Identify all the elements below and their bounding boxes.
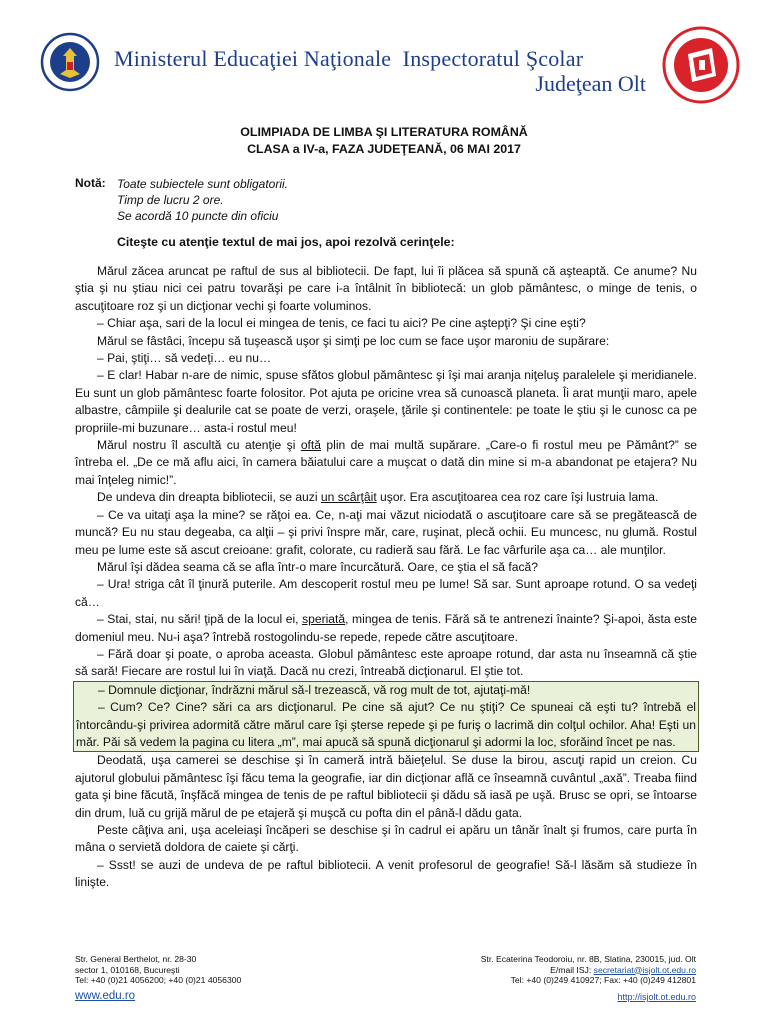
olympiad-title: OLIMPIADA DE LIMBA ŞI LITERATURA ROMÂNĂ (240, 125, 528, 139)
ministry-website-link[interactable]: www.edu.ro (75, 990, 136, 1002)
story-paragraph: – Fără doar şi poate, o aproba aceasta. Globul pământesc este aproape rotund, dar asta nu înseamnă că ştie să sară! Fiecare are rostul lui în viaţă. Dacă nu crezi, întreabă dicţionarul. El ştie tot. (75, 646, 697, 679)
story-paragraph: Deodată, uşa camerei se deschise şi în cameră intră băieţelul. Se duse la birou, ascuţi rapid un creion. Cu ajutorul globului pământesc îşi făcu tema la geografie, iar din dicţionar află ce înseamnă cuvântul „axă”. Treaba fiind gata şi bine făcută, înşfăcă mingea de tenis de pe raftul bibliotecii şi dădu să iasă pe uşă. Brusc se opri, se întoarse din drum, luă cu grijă mărul de pe etajeră şi muşcă cu pofta din el până-l dădu gata. (75, 753, 697, 820)
underlined-word: speriată (302, 612, 346, 627)
story-paragraph: – Stai, stai, nu sări! ţipă de la locul ei, speriată, mingea de tenis. Fără să te antrenezi înainte? Şi-apoi, ăsta este domeniul meu. Nu-i aşa? întrebă rostogolindu-se repede, repede către ascuţitoare. (75, 612, 697, 644)
reading-instruction: Citeşte cu atenţie textul de mai jos, apoi rezolvă cerinţele: (117, 235, 455, 249)
note-lines (117, 176, 288, 224)
story-paragraph: – Chiar aşa, sari de la locul ei mingea de tenis, ce faci tu aici? Pe cine aştepţi? Şi cine eşti? (97, 316, 586, 331)
highlighted-passage (73, 681, 699, 753)
inspectorate-county: Judeţean Olt (535, 71, 646, 96)
story-paragraph: – Ce va uitaţi aşa la mine? se răţoi ea. Ce, n-aţi mai văzut niciodată o ascuţitoare care să se pregătească de muncă? Eu nu stau degeaba, ca alţii – şi privi înspre măr, care, ruşinat, plecă ochii. Eu muncesc, nu glumă. Rostul meu pe lume este să ascut creioane: grafit, colorate, cu radieră sau fără. Le fac vârfurile aşa ca… ale munţilor. (75, 507, 697, 557)
story-paragraph: Mărul zăcea aruncat pe raftul de sus al bibliotecii. De fapt, lui îi plăcea să spună că aşteaptă. Ce anume? Nu ştia şi nu ştiau nici cei patru tovarăşi pe care i-a întâlnit în bibliotecă: un glob pământesc, o minge de tenis, o ascuţitoare roz şi un dicţionar vechi şi foarte voluminos. (75, 264, 697, 313)
story-paragraph: Mărul îşi dădea seama că se afla într-o mare încurcătură. Oare, ce ştia el să facă? (97, 559, 538, 574)
story-paragraph: – Ura! striga cât îl ţinură puterile. Am descoperit rostul meu pe lume! Să sar. Sunt aproape rotund. O sa vedeţi că… (75, 577, 697, 609)
story-paragraph: – Cum? Ce? Cine? sări ca ars dicţionarul. Pe cine să ajut? Ce nu ştiţi? Ce spuneai că eşti tu? întrebă el întorcându-şi privirea adormită către mărul care îşi şterse repede şi pe furiş o lacrimă din colţul ochilor. Aha! Eşti un măr. Păi să vedem la pagina cu litera „m”, mai apucă să spună dicţionarul şi adormi la loc, sforăind încet pe nas. (76, 700, 696, 749)
story-paragraph: – E clar! Habar n-are de nimic, spuse sfătos globul pământesc şi îşi mai aranja niţeluş paralelele şi meridianele. Eu sunt un glob pământesc foarte folositor. Pot ajuta pe oricine vrea să cunoască planeta. Îi arat munţii maro, apele albastre, câmpiile şi dealurile cat se poate de verzi, oraşele, ţările şi continentele: pe toate le ştiu şi le cunosc ca pe propriile-mi buzunare… asta-i rostul meu! (75, 368, 697, 435)
story-paragraph: Mărul nostru îl ascultă cu atenţie şi oftă plin de mai multă supărare. „Care-o fi rostul meu pe Pământ?” se întreba el. „De ce mă aflu aici, în camera băiatului care a muşcat o dată din mine si m-a abandonat pe etajera? Nu mai înţeleg nimic!”. (75, 438, 698, 487)
story-paragraph: De undeva din dreapta bibliotecii, se auzi un scârţâit uşor. Era ascuţitoarea cea roz care îşi lustruia lama. (97, 490, 659, 505)
letterhead (40, 20, 740, 110)
story-paragraph: – Domnule dicţionar, îndrăzni mărul să-l trezească, vă rog mult de tot, ajutaţi-mă! (98, 682, 531, 697)
note-label: Notă: (75, 176, 106, 190)
story-paragraph: – Ssst! se auzi de undeva de pe raftul bibliotecii. A venit profesorul de geografie! Să-l lăsăm să studieze în linişte. (75, 857, 697, 890)
note-line: Se acordă 10 puncte din oficiu (117, 209, 279, 223)
inspectorate-address: Str. Ecaterina Teodoroiu, nr. 8B, Slatina, 230015, jud. Olt E/mail ISJ: secretariat@isjolt.ot.edu.ro Tel: +40 (0)249 410927; Fax: +40 (0)249 412801 (480, 954, 696, 985)
email-link[interactable]: secretariat@isjolt.ot.edu.ro (593, 964, 696, 975)
underlined-word: un scârţâit (320, 490, 377, 505)
romania-coat-of-arms-icon (40, 26, 100, 98)
ministry-name: Ministerul Educaţiei Naţionale Inspectoratul Şcolar (114, 46, 584, 71)
letterhead-footer (0, 948, 768, 1018)
story-paragraph: Peste câţiva ani, uşa aceleiaşi încăperi se deschise şi în cadrul ei apăru un tânăr înalt şi frumos, care purta în mâna o servietă doldora de caiete şi cărţi. (75, 823, 697, 855)
note-line: Timp de lucru 2 ore. (117, 193, 224, 207)
underlined-word: oftă (300, 438, 322, 453)
ministry-address: Str. General Berthelot, nr. 28-30 sector 1, 010168, Bucureşti Tel: +40 (0)21 4056200; +40 (0)21 4056300 (75, 954, 242, 985)
isj-olt-logo-icon (660, 24, 742, 106)
story-paragraph: – Pai, ştiţi… să vedeţi… eu nu… (97, 351, 272, 366)
story-paragraph: Mărul se fâstâci, începu să tuşească uşor şi simţi pe loc cum se face uşor maroniu de supărare: (97, 333, 610, 348)
note-line: Toate subiectele sunt obligatorii. (117, 177, 288, 191)
story-text (75, 263, 697, 892)
inspectorate-website-link[interactable]: http://isjolt.ot.edu.ro (617, 992, 696, 1002)
class-phase-date: CLASA a IV-a, FAZA JUDEŢEANĂ, 06 MAI 2017 (247, 142, 521, 156)
